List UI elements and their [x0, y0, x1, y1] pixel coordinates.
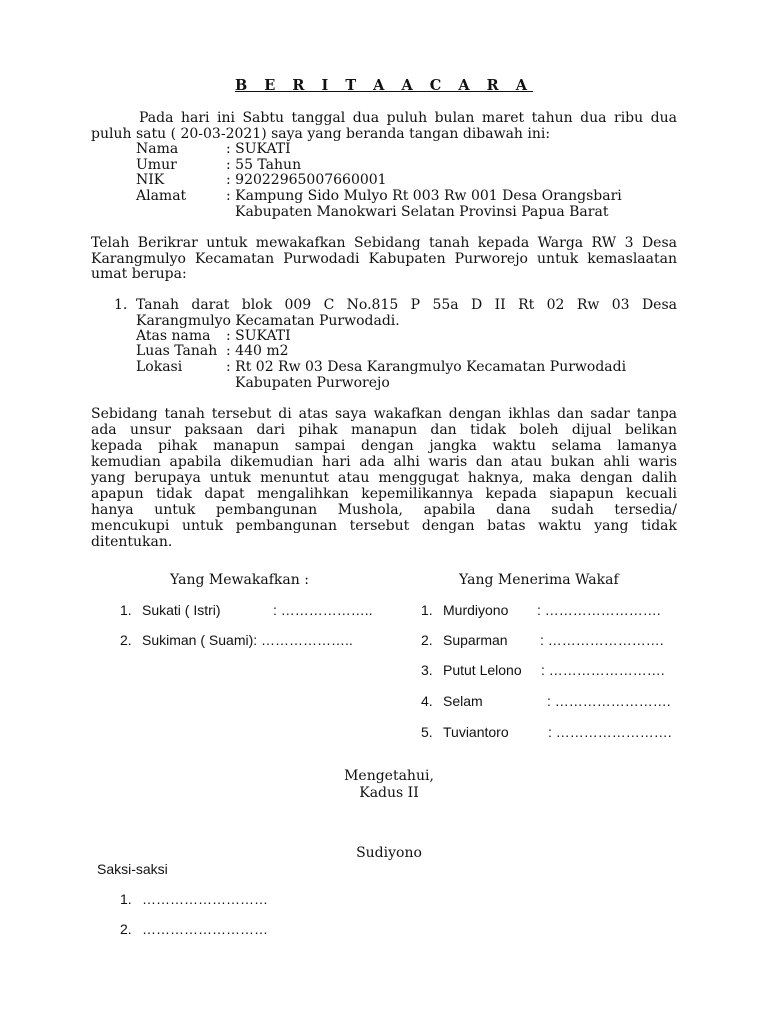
land-owner-value: : SUKATI [226, 328, 291, 344]
recipient-number: 2. [421, 632, 433, 648]
recipients-heading: Yang Menerima Wakaf [459, 572, 619, 588]
recipient-signature-line: : ……………………. [537, 602, 661, 618]
identity-value-alamat-cont: Kabupaten Manokwari Selatan Provinsi Papua Barat [235, 204, 609, 220]
pledge-line-1: Telah Berikrar untuk mewakafkan Sebidang tanah kepada Warga RW 3 Desa [91, 235, 677, 251]
acknowledge-line-2: Kadus II [359, 785, 419, 801]
recipient-signature-line: : ……………………. [547, 693, 671, 709]
acknowledge-line-1: Mengetahui, [344, 768, 434, 784]
witness-signature-line: ……………………… [142, 891, 268, 907]
statement-line: hanya untuk pembangunan Mushola, apabila dana sudah tersedia/ [91, 502, 677, 518]
witnesses-heading: Saksi-saksi [97, 861, 168, 877]
statement-line: kepada pihak manapun sampai dengan jangka waktu selama lamanya [91, 438, 677, 454]
recipient-name: Murdiyono [443, 602, 509, 618]
identity-value-umur: : 55 Tahun [226, 157, 302, 173]
land-line-2: Karangmulyo Kecamatan Purwodadi. [136, 313, 400, 329]
recipient-name: Suparman [443, 632, 508, 648]
intro-line-1: Pada hari ini Sabtu tanggal dua puluh bulan maret tahun dua ribu dua [139, 110, 677, 126]
village-head-name: Sudiyono [356, 845, 422, 861]
identity-label-nama: Nama [136, 141, 179, 157]
recipient-signature-line: : ……………………. [548, 724, 672, 740]
donor-number: 2. [120, 632, 132, 648]
statement-line: Sebidang tanah tersebut di atas saya wakafkan dengan ikhlas dan sadar tanpa [91, 406, 677, 422]
recipient-signature-line: : ……………………. [541, 662, 665, 678]
document-title: B E R I T A A C A R A [234, 77, 533, 94]
land-area-label: Luas Tanah [136, 343, 218, 359]
intro-line-2: puluh satu ( 20-03-2021) saya yang beranda tangan dibawah ini: [91, 126, 551, 142]
identity-label-nik: NIK [136, 172, 165, 188]
donors-heading: Yang Mewakafkan : [170, 572, 309, 588]
recipient-name: Putut Lelono [443, 662, 522, 678]
identity-value-nama: : SUKATI [226, 141, 291, 157]
witness-number: 1. [120, 891, 132, 907]
donor-signature-line: : ……………….. [273, 602, 373, 618]
recipient-number: 4. [421, 693, 433, 709]
land-location-value: : Rt 02 Rw 03 Desa Karangmulyo Kecamatan Purwodadi [226, 359, 627, 375]
land-location-value-cont: Kabupaten Purworejo [235, 375, 390, 391]
pledge-line-2: Karangmulyo Kecamatan Purwodadi Kabupaten Purworejo untuk kemaslaatan [91, 251, 677, 267]
statement-line: kemudian apabila dikemudian hari ada alhi waris dan atau bukan ahli waris [91, 454, 677, 470]
land-item-number: 1. [114, 297, 128, 313]
witness-signature-line: ……………………… [142, 921, 268, 937]
pledge-line-3: umat berupa: [91, 266, 187, 282]
identity-label-umur: Umur [136, 157, 177, 173]
recipient-signature-line: : ……………………. [540, 632, 664, 648]
witness-number: 2. [120, 921, 132, 937]
statement-line: mencukupi untuk pembangunan tersebut dengan batas waktu yang tidak [91, 518, 677, 534]
identity-value-alamat: : Kampung Sido Mulyo Rt 003 Rw 001 Desa Orangsbari [226, 188, 622, 204]
statement-line: yang berupaya untuk menuntut atau menggugat haknya, maka dengan dalih [91, 470, 677, 486]
recipient-name: Tuviantoro [443, 724, 509, 740]
statement-line: ditentukan. [91, 534, 173, 550]
statement-line: apapun tidak dapat mengalihkan kepemilikannya kepada siapapun kecuali [91, 486, 677, 502]
statement-line: ada unsur paksaan dari pihak manapun dan tidak boleh dijual belikan [91, 422, 677, 438]
donor-name: Sukati ( Istri) [142, 602, 221, 618]
recipient-number: 5. [421, 724, 433, 740]
donor-number: 1. [120, 602, 132, 618]
land-location-label: Lokasi [136, 359, 183, 375]
recipient-number: 3. [421, 662, 433, 678]
donor-name: Sukiman ( Suami): ……………….. [142, 632, 353, 648]
land-area-value: : 440 m2 [226, 343, 289, 359]
identity-value-nik: : 92022965007660001 [226, 172, 387, 188]
recipient-name: Selam [443, 693, 483, 709]
identity-label-alamat: Alamat [136, 188, 187, 204]
land-line-1: Tanah darat blok 009 C No.815 P 55a D II Rt 02 Rw 03 Desa [136, 297, 677, 313]
land-owner-label: Atas nama [136, 328, 211, 344]
recipient-number: 1. [421, 602, 433, 618]
